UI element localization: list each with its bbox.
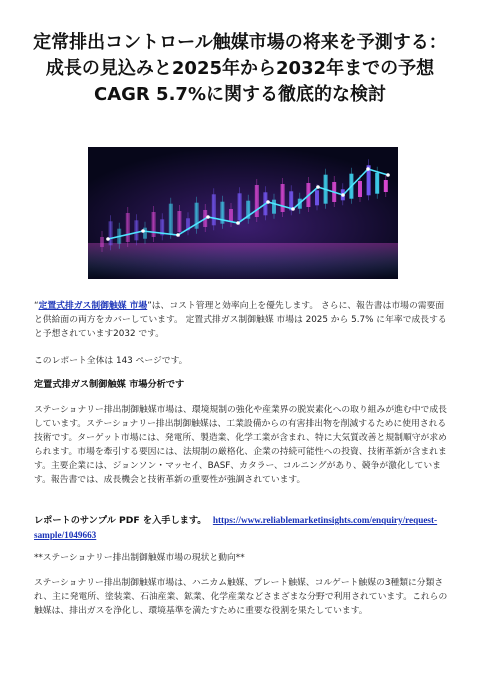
intro-paragraph <box>34 299 448 341</box>
intro-open-quote: “ <box>34 301 39 311</box>
hero-trend-point <box>366 167 370 171</box>
hero-trend-point <box>176 233 180 237</box>
sample-label: レポートのサンプル PDF を入手します。 <box>34 515 207 526</box>
hero-trend-point <box>386 173 390 177</box>
hero-trend-point <box>236 221 240 225</box>
hero-trend-point <box>341 193 345 197</box>
status-trends-body: ステーショナリー排出制御触媒市場は、ハニカム触媒、プレート触媒、コルゲート触媒の3種類に分類され、主に発電所、塗装業、石油産業、鉱業、化学産業などさまざまな分野で利用されています。これらの触媒は、排出ガスを浄化し、環境基準を満たすために重要な役割を果たしています。 <box>34 578 448 616</box>
hero-trend-point <box>106 237 110 241</box>
market-link[interactable]: 定置式排ガス制御触媒 市場 <box>38 301 148 311</box>
intro-text: ”は、コスト管理と効率向上を優先します。 さらに、報告書は市場の需要面と供給面の両方をカバーしています。 定置式排ガス制御触媒 市場は 2025 から 5.7% に年率で成長すると予想されています2032 です。 <box>34 301 447 339</box>
market-analysis-body: ステーショナリー排出制御触媒市場は、環境規制の強化や産業界の脱炭素化への取り組みが進む中で成長しています。ステーショナリー排出制御触媒は、工業設備からの有害排出物を削減するために使用される技術です。ターゲット市場には、発電所、製造業、化学工業が含まれ、特に大気質改善と規制順守が求められます。市場を牽引する要因には、法規制の厳格化、企業の持続可能性への投資、技術革新が含まれます。主要企業には、ジョンソン・マッセイ、BASF、カタラー、コルニングがあり、競争が激化しています。報告書では、成長機会と技術革新の重要性が強調されています。 <box>34 405 447 485</box>
hero-trend-point <box>206 215 210 219</box>
hero-trend-point <box>291 207 295 211</box>
hero-floor-glow <box>88 243 398 279</box>
hero-trend-point <box>141 229 145 233</box>
sample-request <box>34 513 448 543</box>
hero-trend-point <box>266 200 270 204</box>
sample-link[interactable]: https://www.reliablemarketinsights.com/enquiry/request-sample/1049663 <box>34 515 438 540</box>
page-count-text: このレポート全体は 143 ページです。 <box>34 356 188 366</box>
status-trends-heading: **ステーショナリー排出制御触媒市場の現状と動向** <box>34 553 245 563</box>
market-analysis-heading: 定置式排ガス制御触媒 市場分析です <box>34 379 185 390</box>
article-title: 定常排出コントロール触媒市場の将来を予測する：成長の見込みと2025年から2032年までの予想CAGR 5.7%に関する徹底的な検討 <box>33 32 447 105</box>
hero-chart-image <box>88 147 398 279</box>
hero-trend-point <box>316 185 320 189</box>
